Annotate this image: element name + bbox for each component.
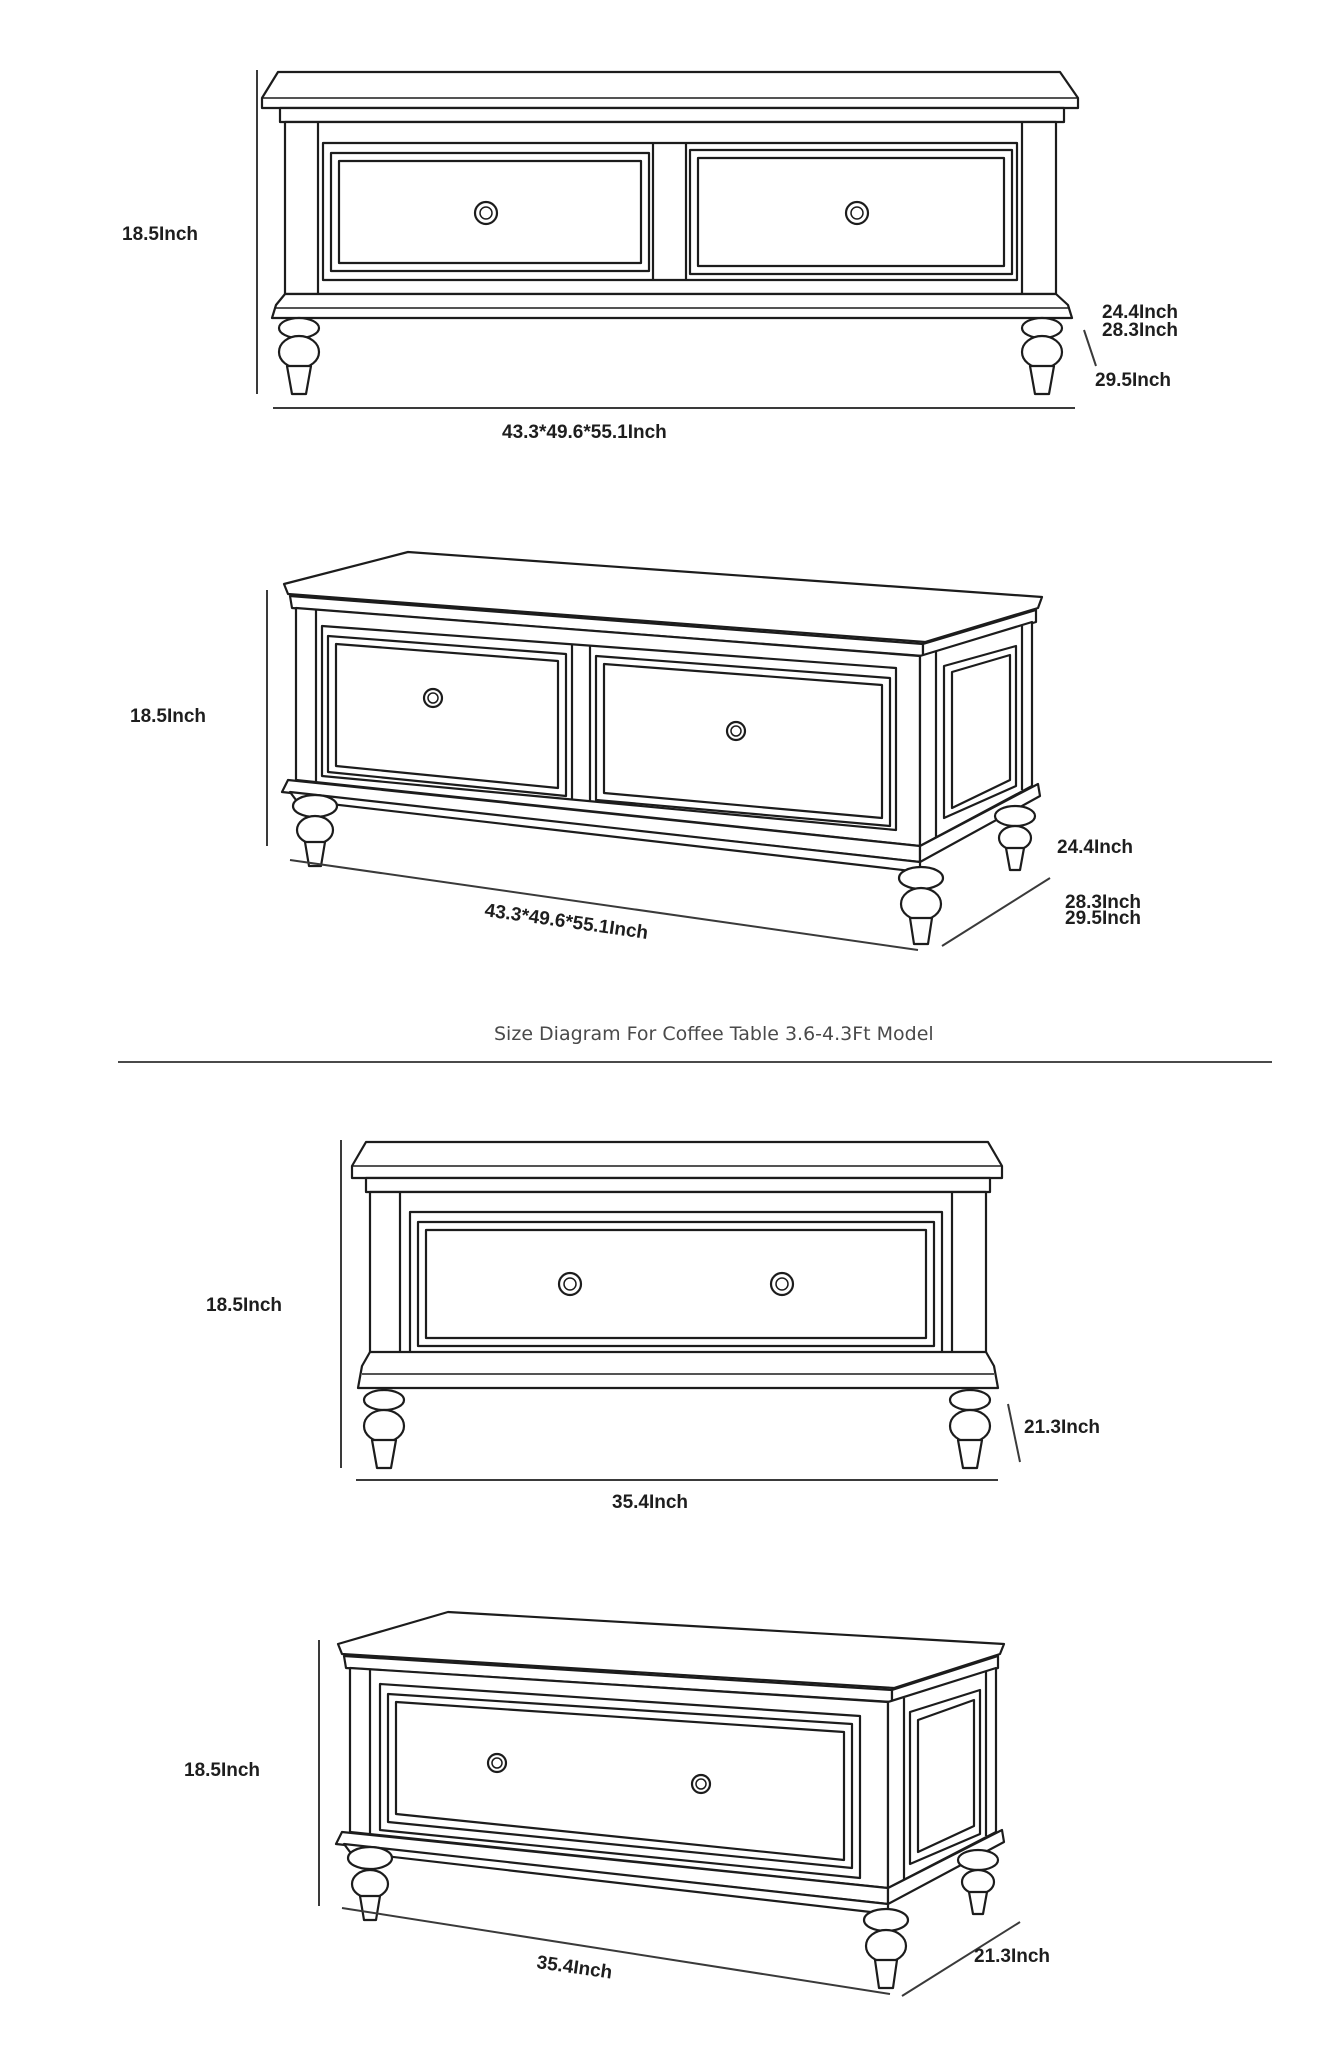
table-leg	[1022, 318, 1062, 394]
depth-dimension-line	[1008, 1404, 1020, 1462]
diagram-4-perspective-view	[184, 1612, 1050, 1996]
width-label: 43.3*49.6*55.1Inch	[483, 900, 650, 944]
depth-label-1: 24.4Inch	[1057, 837, 1134, 858]
diagram-3-front-view	[206, 1140, 1100, 1513]
coffee-table-drawing	[282, 552, 1042, 944]
depth-dimension-line	[942, 878, 1050, 946]
depth-label-2: 28.3Inch	[1102, 320, 1179, 341]
diagram-1-front-view	[122, 70, 1178, 443]
depth-label: 21.3Inch	[974, 1946, 1051, 1967]
table-leg	[995, 806, 1035, 870]
table-leg	[279, 318, 319, 394]
width-label: 35.4Inch	[535, 1952, 614, 1984]
table-leg	[364, 1390, 404, 1468]
coffee-table-drawing	[336, 1612, 1004, 1988]
table-leg	[958, 1850, 998, 1914]
table-leg	[950, 1390, 990, 1468]
table-leg	[864, 1909, 908, 1988]
depth-label-3: 29.5Inch	[1065, 908, 1142, 929]
width-label: 43.3*49.6*55.1Inch	[502, 422, 667, 443]
diagram-2-perspective-view	[130, 552, 1141, 950]
height-label: 18.5Inch	[130, 706, 207, 727]
table-leg	[293, 795, 337, 866]
height-label: 18.5Inch	[206, 1295, 283, 1316]
height-label: 18.5Inch	[122, 224, 199, 245]
depth-label-2: 28.3Inch	[1065, 892, 1142, 913]
table-leg	[899, 867, 943, 944]
width-dimension-line	[342, 1908, 890, 1994]
depth-label: 21.3Inch	[1024, 1417, 1101, 1438]
coffee-table-drawing	[262, 72, 1078, 394]
width-label: 35.4Inch	[612, 1492, 689, 1513]
depth-label-1: 24.4Inch	[1102, 302, 1179, 323]
depth-label-3: 29.5Inch	[1095, 370, 1172, 391]
coffee-table-drawing	[352, 1142, 1002, 1468]
depth-dimension-line	[1084, 330, 1096, 366]
height-label: 18.5Inch	[184, 1760, 261, 1781]
section-title: Size Diagram For Coffee Table 3.6-4.3Ft Model	[494, 1023, 934, 1045]
